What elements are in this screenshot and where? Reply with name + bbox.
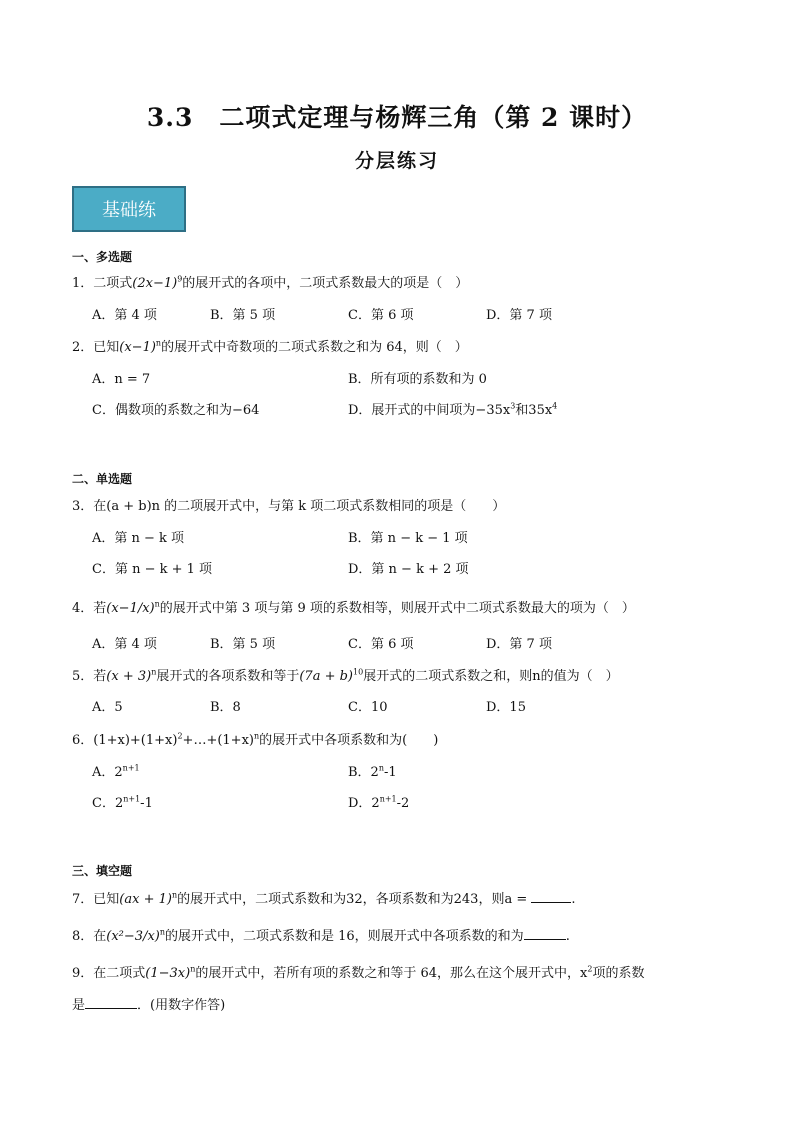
q5-option-a: A．5 [92, 700, 123, 715]
section-heading-fill-blank: 三、填空题 [72, 864, 133, 878]
q1-option-d: D．第 7 项 [486, 308, 552, 323]
q6-option-b: B．2$^n$-1 [348, 763, 397, 780]
q3-option-a: A．第 n − k 项 [92, 531, 185, 546]
q1-option-c: C．第 6 项 [348, 308, 414, 323]
question-1: 1．二项式$(2x-1)^9$的展开式的各项中，二项式系数最大的项是（ ） [72, 274, 469, 291]
question-9-line-2: 是 ．(用数字作答) [72, 998, 226, 1013]
q2-option-c: C．偶数项的系数之和为−64 [92, 403, 260, 418]
q4-option-c: C．第 6 项 [348, 637, 414, 652]
q3-option-c: C．第 n − k + 1 项 [92, 562, 213, 577]
answer-blank[interactable] [531, 891, 571, 903]
question-9: 9．在二项式$(1-3x)^n$的展开式中，若所有项的系数之和等于 64，那么在这个展开式中，$x^2$项的系数 [72, 964, 645, 981]
q1-option-b: B．第 5 项 [210, 308, 276, 323]
page-title: 3.3 二项式定理与杨辉三角（第 2 课时） [146, 103, 648, 132]
q5-option-d: D．15 [486, 700, 526, 715]
question-2: 2．已知$(x-1)^n$的展开式中奇数项的二项式系数之和为 64，则（ ） [72, 338, 468, 355]
section-heading-single-choice: 二、单选题 [72, 472, 133, 486]
q4-option-b: B．第 5 项 [210, 637, 276, 652]
q6-option-c: C．$2^{n+1}-1$ [92, 794, 153, 811]
question-5: 5．若$(x + 3)^n$展开式的各项系数和等于$(7a + b)^{10}$展开式的二项式系数之和，则n的值为（ ） [72, 667, 619, 684]
q6-option-d: D．$2^{n+1}-2$ [348, 794, 410, 811]
question-8: 8．在$(x^2-3/x)^n$的展开式中，二项式系数和是 16，则展开式中各项系数的和为 . [72, 927, 570, 944]
q4-option-a: A．第 4 项 [92, 637, 157, 652]
q2-option-d: D．展开式的中间项为$-35x^3$和$35x^4$ [348, 401, 558, 418]
q3-option-d: D．第 n − k + 2 项 [348, 562, 469, 577]
page-subtitle: 分层练习 [354, 150, 439, 172]
q2-option-a: A．n = 7 [92, 372, 151, 387]
q5-option-c: C．10 [348, 700, 388, 715]
q4-option-d: D．第 7 项 [486, 637, 552, 652]
question-3: 3．在(a + b)n 的二项展开式中，与第 k 项二项式系数相同的项是（ ） [72, 499, 506, 514]
level-badge: 基础练 [72, 186, 186, 232]
q3-option-b: B．第 n − k − 1 项 [348, 531, 468, 546]
question-4: 4．若$(x-1/x)^n$的展开式中第 3 项与第 9 项的系数相等，则展开式中二项式系数最大的项为（ ） [72, 599, 635, 616]
q6-option-a: A．$2^{n+1}$ [92, 763, 140, 780]
answer-blank[interactable] [85, 997, 137, 1009]
answer-blank[interactable] [524, 928, 566, 940]
q2-option-b: B．所有项的系数和为 0 [348, 372, 487, 387]
section-heading-multi-choice: 一、多选题 [72, 250, 133, 264]
question-6: 6．$(1+x)+(1+x)^2+\dots+(1+x)^n$的展开式中各项系数和为( ) [72, 731, 439, 748]
q5-option-b: B．8 [210, 700, 241, 715]
q1-option-a: A．第 4 项 [92, 308, 157, 323]
question-7: 7．已知(ax + 1)$^n$的展开式中，二项式系数和为32，各项系数和为243，则a = . [72, 890, 576, 907]
